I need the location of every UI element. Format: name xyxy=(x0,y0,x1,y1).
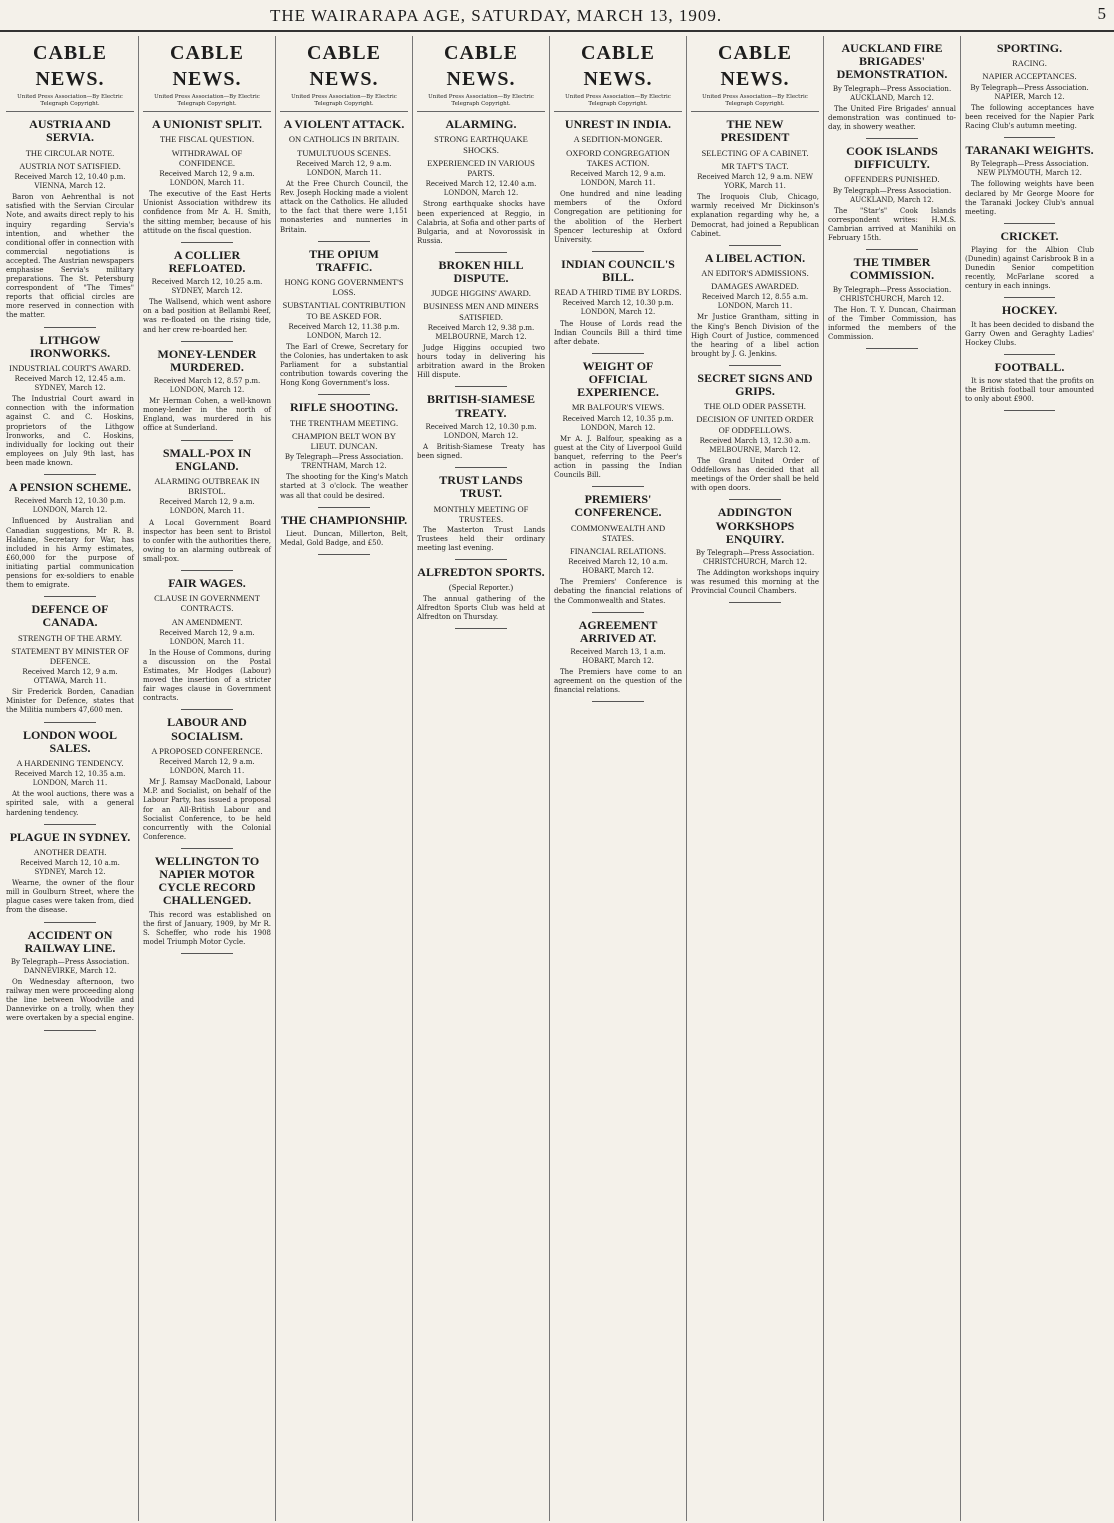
column-caption: United Press Association—By Electric Telegraph Copyright. xyxy=(691,94,819,112)
article-body: The Industrial Court award in connection with the information against C. and C. Hoskins, proprietors of the Lithgow Ironworks, and C. Hoskins, individually for locking out their employees on July 9th last, has been made known. xyxy=(6,395,134,467)
divider xyxy=(592,701,643,702)
article-subheading-2: MR TAFT'S TACT. xyxy=(721,160,789,171)
article-dateline: Received March 12, 9 a.m. LONDON, March 11. xyxy=(159,628,255,646)
divider xyxy=(1004,297,1056,298)
article xyxy=(6,334,134,476)
column-caption: United Press Association—By Electric Telegraph Copyright. xyxy=(417,94,545,112)
article-body: It has been decided to disband the Garry Owen and Geraghty Ladies' Hockey Clubs. xyxy=(965,320,1094,347)
article-body: Mr Justice Grantham, sitting in the King's Bench Division of the High Court of Justice, commenced the hearing of a libel action brought by J. G. Jenkins. xyxy=(691,313,819,358)
article-dateline: Received March 12, 8.57 p.m. LONDON, March 12. xyxy=(153,377,261,395)
article-body: The Earl of Crewe, Secretary for the Colonies, has undertaken to ask Parliament for a substantial contribution towards covering the Hong Kong Government's loss. xyxy=(280,342,408,388)
column-heading: CABLE NEWS. xyxy=(33,42,107,90)
columns xyxy=(2,36,1112,1521)
article xyxy=(280,248,408,396)
article-body: The United Fire Brigades' annual demonstration was continued to-day, in showery weather. xyxy=(828,104,956,131)
article-subheading: CLAUSE IN GOVERNMENT CONTRACTS. xyxy=(154,593,260,614)
article-subheading-2: SUBSTANTIAL CONTRIBUTION TO BE ASKED FOR. xyxy=(282,300,406,321)
article-body: In the House of Commons, during a discussion on the Postal Estimates, Mr Hodges (Labour) moved the insertion of a stricter fair wages clause in Government contracts. xyxy=(143,648,271,703)
article-subheading: ON CATHOLICS IN BRITAIN. xyxy=(288,134,400,145)
article-headline: PLAGUE IN SYDNEY. xyxy=(9,829,131,844)
column-heading: CABLE NEWS. xyxy=(307,42,381,90)
article-body: The House of Lords read the Indian Councils Bill a third time after debate. xyxy=(554,319,682,346)
article-headline: AUCKLAND FIRE BRIGADES' DEMONSTRATION. xyxy=(836,41,948,82)
article xyxy=(828,256,956,349)
divider xyxy=(866,138,917,139)
article xyxy=(280,401,408,507)
divider xyxy=(44,1030,95,1031)
article-dateline: By Telegraph—Press Association. DANNEVIRKE, March 12. xyxy=(10,957,130,975)
article xyxy=(280,514,408,555)
column-heading: CABLE NEWS. xyxy=(581,42,655,90)
divider xyxy=(866,249,917,250)
article-headline: HOCKEY. xyxy=(1001,303,1058,318)
article-body: The Iroquois Club, Chicago, warmly received Mr Dickinson's explanation regarding why he, a Democrat, had joined a Republican Cabinet. xyxy=(691,193,819,238)
article xyxy=(417,118,545,253)
article-dateline: Received March 12, 10 a.m. HOBART, March 12. xyxy=(568,558,668,576)
article xyxy=(6,729,134,825)
article xyxy=(691,118,819,245)
article xyxy=(417,474,545,560)
article xyxy=(828,145,956,250)
article-subheading: RACING. xyxy=(1012,58,1047,69)
article-subheading: (Special Reporter.) xyxy=(448,582,514,593)
divider xyxy=(181,570,232,571)
article-subheading: READ A THIRD TIME BY LORDS. xyxy=(554,287,682,298)
article-headline: LABOUR AND SOCIALISM. xyxy=(167,715,247,743)
article-subheading-2: BUSINESS MEN AND MINERS SATISFIED. xyxy=(423,301,539,322)
article xyxy=(691,252,819,366)
divider xyxy=(318,394,369,395)
article-dateline: Received March 12, 10.35 a.m. LONDON, March 11. xyxy=(14,770,126,788)
news-column xyxy=(961,36,1098,1521)
divider xyxy=(44,327,95,328)
article-subheading: HONG KONG GOVERNMENT'S LOSS. xyxy=(284,276,404,298)
divider xyxy=(729,602,780,603)
article-subheading: THE OLD ODER PASSETH. xyxy=(704,401,806,412)
article xyxy=(143,577,271,711)
article-body: Playing for the Albion Club (Dunedin) against Carisbrook B in a Dunedin Senior competition recently, McFarlane scored a century in each innings. xyxy=(965,245,1094,291)
article-body: Baron von Aehrenthal is not satisfied with the Servian Circular Note, and awaits direct reply to his inquiry regarding Servia's intention, and whether the conditional offer in connection with commercial negotiations is accepted. The Austrian newspapers emphasise Servia's military preparations. The St. Petersburg correspondent of "The Times" reports that official circles are more reserved in connection with the matter. xyxy=(6,193,134,320)
divider xyxy=(592,612,643,613)
article-dateline: Received March 12, 10 a.m. SYDNEY, March 12. xyxy=(20,858,120,877)
article-headline: PREMIERS' CONFERENCE. xyxy=(574,492,662,520)
article-body: A British-Siamese Treaty has been signed. xyxy=(417,442,545,461)
article-body: Sir Frederick Borden, Canadian Minister for Defence, states that the Militia numbers 47,600 men. xyxy=(6,688,134,715)
article-subheading: MONTHLY MEETING OF TRUSTEES. xyxy=(433,503,529,524)
article-headline: THE CHAMPIONSHIP. xyxy=(280,512,408,527)
divider xyxy=(318,241,369,242)
article-body: On Wednesday afternoon, two railway men were proceeding along the line between Woodville and Dannevirke on a trolly, when they were overtaken by a special engine. xyxy=(6,978,134,1023)
article-dateline: Received March 13, 1 a.m. HOBART, March 12. xyxy=(570,648,666,666)
article-body: A Local Government Board inspector has been sent to Bristol to confer with the authorities there, owing to an alarming outbreak of small-pox. xyxy=(143,518,271,563)
column-caption: United Press Association—By Electric Telegraph Copyright. xyxy=(280,94,408,112)
article-subheading: JUDGE HIGGINS' AWARD. xyxy=(431,288,531,299)
article-subheading: A HARDENING TENDENCY. xyxy=(16,757,124,768)
divider xyxy=(592,353,643,354)
article-headline: THE NEW PRESIDENT xyxy=(720,117,790,145)
article-headline: INDIAN COUNCIL'S BILL. xyxy=(561,256,675,284)
article-headline: A PENSION SCHEME. xyxy=(8,480,132,495)
article-subheading-2: FINANCIAL RELATIONS. xyxy=(569,545,666,556)
article-headline: SMALL-POX IN ENGLAND. xyxy=(162,445,252,473)
article-dateline: Received March 12, 9 a.m. LONDON, March 11. xyxy=(159,498,255,516)
divider xyxy=(455,467,506,468)
article-headline: DEFENCE OF CANADA. xyxy=(31,602,109,630)
newspaper-title: THE WAIRARAPA AGE, SATURDAY, MARCH 13, 1909. xyxy=(270,6,723,25)
article-subheading: SELECTING OF A CABINET. xyxy=(701,147,809,158)
article-body: The Addington workshops inquiry was resumed this morning at the Provincial Council Chambers. xyxy=(691,569,819,596)
article-headline: A LIBEL ACTION. xyxy=(704,250,806,265)
article-dateline: Received March 12, 9 a.m. LONDON, March 11. xyxy=(159,170,255,188)
article xyxy=(143,716,271,848)
article-subheading: COMMONWEALTH AND STATES. xyxy=(570,522,666,543)
divider xyxy=(44,722,95,723)
article-body: Influenced by Australian and Canadian suggestions, Mr R. B. Haldane, Secretary for War, has included in his Army estimates, £60,000 for the purpose of initiating partial communication pensions for ex-soldiers to enable them to emigrate. xyxy=(6,517,134,590)
article-body: The "Star's" Cook Islands correspondent writes: H.M.S. Cambrian arrived at Manihiki on February 15th. xyxy=(828,206,956,243)
article-subheading: INDUSTRIAL COURT'S AWARD. xyxy=(9,362,131,373)
article-body: The Masterton Trust Lands Trustees held their ordinary meeting last evening. xyxy=(417,525,545,553)
article-subheading: ANOTHER DEATH. xyxy=(33,846,107,857)
divider xyxy=(592,486,643,487)
divider xyxy=(1004,410,1056,411)
article xyxy=(965,42,1094,138)
article-headline: THE OPIUM TRAFFIC. xyxy=(309,246,379,274)
article-headline: ALFREDTON SPORTS. xyxy=(417,565,545,580)
article xyxy=(6,118,134,327)
divider xyxy=(455,559,506,560)
divider xyxy=(729,245,780,246)
article-subheading: STRENGTH OF THE ARMY. xyxy=(17,632,123,643)
article-headline: ACCIDENT ON RAILWAY LINE. xyxy=(24,927,116,955)
article-body: At the Free Church Council, the Rev. Joseph Hocking made a violent attack on the Catholics. He alluded to the fact that there were 1,151 monasteries and nunneries in Britain. xyxy=(280,180,408,234)
article-body: The following weights have been declared by Mr George Moore for the Taranaki Jockey Club's annual meeting. xyxy=(965,180,1094,216)
news-column xyxy=(139,36,276,1521)
article-dateline: Received March 12, 10.40 p.m. VIENNA, March 12. xyxy=(14,173,126,191)
article-body: Lieut. Duncan, Millerton, Belt, Medal, Gold Badge, and £50. xyxy=(280,529,408,547)
article-body: Mr J. Ramsay MacDonald, Labour M.P. and Socialist, on behalf of the Labour Party, has issued a proposal for an All-British Labour and Socialist Conference, to be held concurrently with the Colonial Conference. xyxy=(143,778,271,841)
article-headline: MONEY-LENDER MURDERED. xyxy=(157,346,257,374)
divider xyxy=(318,507,369,508)
divider xyxy=(1004,137,1056,138)
article-headline: TRUST LANDS TRUST. xyxy=(439,473,523,501)
article-dateline: Received March 12, 9 a.m. NEW YORK, March 11. xyxy=(697,173,813,191)
article xyxy=(143,855,271,954)
article-body: It is now stated that the profits on the British football tour amounted to only about £900. xyxy=(965,377,1094,404)
article xyxy=(554,619,682,703)
news-column xyxy=(2,36,139,1521)
article xyxy=(554,493,682,612)
article-headline: FAIR WAGES. xyxy=(168,575,246,590)
article-body: The shooting for the King's Match started at 3 o'clock. The weather was all that could be desired. xyxy=(280,473,408,500)
divider xyxy=(1004,354,1056,355)
article-body: Mr Herman Cohen, a well-known money-lender in the north of England, was murdered in his office at Sunderland. xyxy=(143,397,271,433)
article-dateline: By Telegraph—Press Association. AUCKLAND, March 12. xyxy=(832,84,952,102)
article-dateline: Received March 12, 10.30 p.m. LONDON, March 12. xyxy=(14,497,126,515)
article-dateline: By Telegraph—Press Association. AUCKLAND, March 12. xyxy=(832,186,952,204)
news-column xyxy=(824,36,961,1521)
divider xyxy=(44,474,95,475)
divider xyxy=(181,953,232,954)
article-body: The Premiers have come to an agreement on the question of the financial relations. xyxy=(554,668,682,695)
article-headline: A UNIONIST SPLIT. xyxy=(152,117,262,132)
article-body: One hundred and nine leading members of the Oxford Congregation are petitioning for the abolition of the Herbert Spencer lectureship at Oxford University. xyxy=(554,190,682,244)
article-headline: SPORTING. xyxy=(996,41,1063,55)
article xyxy=(6,929,134,1031)
article-subheading-2: AUSTRIA NOT SATISFIED. xyxy=(19,160,121,171)
divider xyxy=(181,341,232,342)
article-body: The Grand United Order of Oddfellows has decided that all meetings of the Order shall be held with open doors. xyxy=(691,457,819,493)
article xyxy=(417,393,545,468)
divider xyxy=(44,596,95,597)
news-column xyxy=(687,36,824,1521)
article-dateline: Received March 12, 9.38 p.m. MELBOURNE, March 12. xyxy=(427,323,535,341)
article-subheading: AN EDITOR'S ADMISSIONS. xyxy=(701,267,809,278)
article-headline: ADDINGTON WORKSHOPS ENQUIRY. xyxy=(715,505,795,546)
article-subheading: A PROPOSED CONFERENCE. xyxy=(151,745,263,756)
divider xyxy=(455,386,506,387)
article-headline: WEIGHT OF OFFICIAL EXPERIENCE. xyxy=(577,358,659,400)
article-headline: ALARMING. xyxy=(445,117,517,132)
article-dateline: Received March 12, 10.25 a.m. SYDNEY, March 12. xyxy=(151,278,263,296)
article xyxy=(691,506,819,603)
article-body: The annual gathering of the Alfredton Sports Club was held at Alfredton on Thursday. xyxy=(417,594,545,621)
article-dateline: Received March 12, 9 a.m. LONDON, March 11. xyxy=(296,159,392,177)
divider xyxy=(181,242,232,243)
article-subheading-2: STATEMENT BY MINISTER OF DEFENCE. xyxy=(11,645,129,666)
article-body: Mr A. J. Balfour, speaking as a guest at the City of Liverpool Guild banquet, referring to the Peer's action in passing the Indian Councils Bill. xyxy=(554,434,682,480)
article xyxy=(554,118,682,252)
page-number: 5 xyxy=(1097,4,1106,23)
news-column xyxy=(550,36,687,1521)
article-dateline: By Telegraph—Press Association. NEW PLYMOUTH, March 12. xyxy=(970,160,1089,178)
article-dateline: Received March 12, 10.35 p.m. LONDON, March 12. xyxy=(562,414,674,432)
article-subheading-2: DECISION OF UNITED ORDER OF ODDFELLOWS. xyxy=(696,414,814,435)
article-headline: UNREST IN INDIA. xyxy=(564,117,672,132)
article xyxy=(828,42,956,139)
divider xyxy=(455,628,506,629)
article-subheading-2: AN AMENDMENT. xyxy=(171,616,243,627)
article xyxy=(143,249,271,342)
article-subheading-2: EXPERIENCED IN VARIOUS PARTS. xyxy=(427,157,535,179)
article-subheading-2: TUMULTUOUS SCENES. xyxy=(297,147,391,158)
article-subheading: THE TRENTHAM MEETING. xyxy=(289,417,399,428)
divider xyxy=(181,440,232,441)
article-dateline: Received March 12, 12.45 a.m. SYDNEY, March 12. xyxy=(14,375,126,393)
article-body: The Hon. T. Y. Duncan, Chairman of the Timber Commission, has informed the members of the Commission. xyxy=(828,305,956,341)
article-dateline: Received March 12, 9 a.m. OTTAWA, March 11. xyxy=(22,668,118,686)
article-subheading: A SEDITION-MONGER. xyxy=(573,134,663,145)
divider xyxy=(729,499,780,500)
article-headline: TARANAKI WEIGHTS. xyxy=(965,143,1094,158)
article-headline: CRICKET. xyxy=(1000,228,1059,243)
article xyxy=(691,372,819,501)
article-subheading: ALARMING OUTBREAK IN BRISTOL. xyxy=(154,475,260,497)
article-dateline: By Telegraph—Press Association. CHRISTCHURCH, March 12. xyxy=(695,548,815,567)
divider xyxy=(44,922,95,923)
article-body: The Premiers' Conference is debating the financial relations of the Commonwealth and States. xyxy=(554,578,682,605)
divider xyxy=(729,365,780,366)
article-dateline: By Telegraph—Press Association. TRENTHAM, March 12. xyxy=(284,453,404,471)
article-headline: BRITISH-SIAMESE TREATY. xyxy=(426,392,536,420)
article xyxy=(143,118,271,242)
article-body: Strong earthquake shocks have been experienced at Reggio, in Calabria, at Sofia and other parts of Bulgaria, and at Novorossisk in Russia. xyxy=(417,200,545,245)
article xyxy=(965,304,1094,354)
article-dateline: Received March 12, 10.30 p.m. LONDON, March 12. xyxy=(562,299,674,317)
article xyxy=(554,258,682,354)
article-dateline: Received March 12, 12.40 a.m. LONDON, March 12. xyxy=(425,180,537,198)
article-headline: RIFLE SHOOTING. xyxy=(289,400,399,415)
article-body: The Wallsend, which went ashore on a bad position at Bellambi Reef, was re-floated on the rising tide, and her crew re-boarded her. xyxy=(143,298,271,334)
article-headline: BROKEN HILL DISPUTE. xyxy=(438,257,524,286)
article xyxy=(143,447,271,571)
article xyxy=(965,361,1094,411)
article-headline: COOK ISLANDS DIFFICULTY. xyxy=(846,144,938,172)
article-subheading: THE CIRCULAR NOTE. xyxy=(25,147,115,158)
article-body: This record was established on the first of January, 1909, by Mr R. S. Scheffer, who rode his 1908 model Triumph Motor Cycle. xyxy=(143,910,271,946)
article-dateline: Received March 12, 8.55 a.m. LONDON, March 11. xyxy=(701,293,809,311)
article-body: At the wool auctions, there was a spirited sale, with a general hardening tendency. xyxy=(6,790,134,817)
article-subheading-2: DAMAGES AWARDED. xyxy=(711,281,799,292)
article-dateline: Received March 12, 9 a.m. LONDON, March 11. xyxy=(159,758,255,776)
article xyxy=(417,259,545,388)
column-heading: CABLE NEWS. xyxy=(170,42,244,90)
article-subheading-2: WITHDRAWAL OF CONFIDENCE. xyxy=(171,147,243,168)
article xyxy=(6,831,134,923)
article-headline: WELLINGTON TO NAPIER MOTOR CYCLE RECORD CHALLENGED. xyxy=(154,853,260,908)
column-heading: CABLE NEWS. xyxy=(444,42,518,90)
column-caption: United Press Association—By Electric Telegraph Copyright. xyxy=(143,94,271,112)
divider xyxy=(44,824,95,825)
article-body: Wearne, the owner of the flour mill in Goulburn Street, where the plague cases were taken from, died from the disease. xyxy=(6,879,134,915)
article-headline: LITHGOW IRONWORKS. xyxy=(29,332,111,360)
article-dateline: Received March 13, 12.30 a.m. MELBOURNE, March 12. xyxy=(699,436,811,454)
article-dateline: Received March 12, 11.38 p.m. LONDON, March 12. xyxy=(288,322,400,340)
divider xyxy=(181,848,232,849)
news-column xyxy=(413,36,550,1521)
article-body: Judge Higgins occupied two hours today in delivering his arbitration award in the Broken Hill dispute. xyxy=(417,344,545,380)
article xyxy=(417,566,545,629)
article-subheading-2: NAPIER ACCEPTANCES. xyxy=(982,71,1077,82)
article-subheading: STRONG EARTHQUAKE SHOCKS. xyxy=(434,134,528,155)
column-heading: CABLE NEWS. xyxy=(718,42,792,90)
article-subheading-2: OXFORD CONGREGATION TAKES ACTION. xyxy=(566,147,670,168)
article xyxy=(143,348,271,441)
article-headline: A VIOLENT ATTACK. xyxy=(283,117,405,132)
column-caption: United Press Association—By Electric Telegraph Copyright. xyxy=(554,94,682,112)
article-dateline: Received March 12, 10.30 p.m. LONDON, March 12. xyxy=(425,422,537,440)
news-column xyxy=(276,36,413,1521)
article-headline: AGREEMENT ARRIVED AT. xyxy=(578,617,658,645)
article-body: The following acceptances have been received for the Napier Park Racing Club's autumn meeting. xyxy=(965,103,1094,130)
article xyxy=(965,230,1094,299)
divider xyxy=(181,709,232,710)
article xyxy=(280,118,408,241)
article-subheading: MR BALFOUR'S VIEWS. xyxy=(571,402,665,413)
divider xyxy=(592,251,643,252)
article-headline: AUSTRIA AND SERVIA. xyxy=(29,117,111,145)
divider xyxy=(318,554,369,555)
divider xyxy=(455,252,506,253)
article-headline: THE TIMBER COMMISSION. xyxy=(849,255,935,283)
masthead xyxy=(0,0,1114,32)
article-headline: A COLLIER REFLOATED. xyxy=(168,247,246,275)
article-dateline: Received March 12, 9 a.m. LONDON, March 11. xyxy=(570,170,666,188)
article-subheading: THE FISCAL QUESTION. xyxy=(159,134,255,145)
divider xyxy=(866,348,917,349)
column-caption: United Press Association—By Electric Telegraph Copyright. xyxy=(6,94,134,112)
article-subheading-2: CHAMPION BELT WON BY LIEUT. DUNCAN. xyxy=(292,430,396,451)
article-dateline: By Telegraph—Press Association. CHRISTCHURCH, March 12. xyxy=(832,285,952,303)
article xyxy=(6,481,134,597)
article xyxy=(554,360,682,487)
article-body: The executive of the East Herts Unionist Association withdrew its confidence from Mr A. H. Smith, the sitting member, because of his attitude on the fiscal question. xyxy=(143,190,271,235)
article-subheading: OFFENDERS PUNISHED. xyxy=(844,174,940,185)
article-dateline: By Telegraph—Press Association. NAPIER, March 12. xyxy=(970,83,1089,101)
article-headline: SECRET SIGNS AND GRIPS. xyxy=(697,370,813,399)
article xyxy=(6,603,134,722)
divider xyxy=(1004,223,1056,224)
article xyxy=(965,144,1094,224)
article-headline: FOOTBALL. xyxy=(994,359,1065,374)
article-headline: LONDON WOOL SALES. xyxy=(22,727,118,755)
